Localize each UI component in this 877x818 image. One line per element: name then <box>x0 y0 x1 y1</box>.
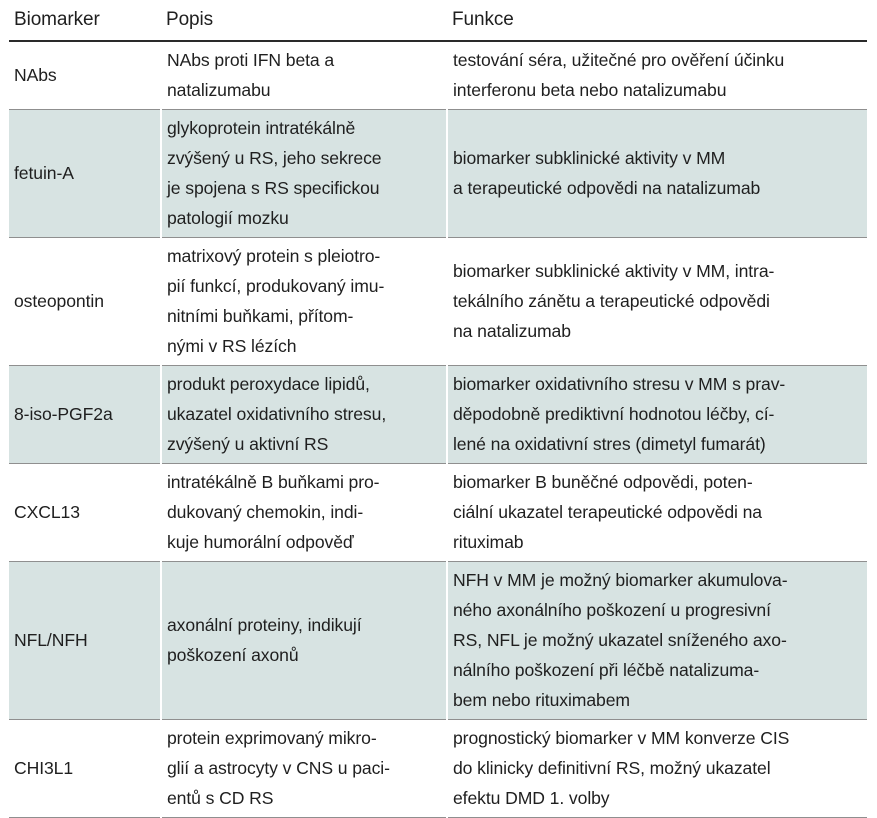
cell-popis <box>161 720 447 818</box>
cell-funkce <box>447 366 867 464</box>
funkce-line: děpodobně prediktivní hodnotou léčby, cí- <box>453 404 775 424</box>
cell-funkce <box>447 464 867 562</box>
funkce-line: RS, NFL je možný ukazatel sníženého axo- <box>453 630 787 650</box>
popis-line: intratékálně B buňkami pro- <box>167 472 380 492</box>
popis-line: protein exprimovaný mikro- <box>167 728 377 748</box>
funkce-line: na natalizumab <box>453 321 571 341</box>
cell-biomarker: osteopontin <box>9 238 161 366</box>
popis-line: natalizumabu <box>167 80 271 100</box>
funkce-line: biomarker subklinické aktivity v MM <box>453 148 726 168</box>
funkce-line: rituximab <box>453 532 524 552</box>
popis-line: nitními buňkami, přítom- <box>167 306 354 326</box>
funkce-line: ného axonálního poškození u progresivní <box>453 600 771 620</box>
table-body <box>9 41 867 818</box>
popis-line: ukazatel oxidativního stresu, <box>167 404 387 424</box>
popis-line: matrixový protein s pleiotro- <box>167 246 381 266</box>
column-header-funkce: Funkce <box>447 0 867 41</box>
table-row <box>9 720 867 818</box>
cell-biomarker: NAbs <box>9 41 161 110</box>
popis-line: poškození axonů <box>167 645 299 665</box>
table-row <box>9 110 867 238</box>
cell-popis <box>161 238 447 366</box>
cell-popis <box>161 366 447 464</box>
table-row <box>9 238 867 366</box>
popis-line: glykoprotein intratékálně <box>167 118 356 138</box>
popis-line: dukovaný chemokin, indi- <box>167 502 364 522</box>
cell-funkce <box>447 562 867 720</box>
funkce-line: biomarker B buněčné odpovědi, poten- <box>453 472 753 492</box>
funkce-line: a terapeutické odpovědi na natalizumab <box>453 178 761 198</box>
table-row <box>9 562 867 720</box>
popis-line: produkt peroxydace lipidů, <box>167 374 370 394</box>
popis-line: NAbs proti IFN beta a <box>167 50 335 70</box>
cell-biomarker: fetuin-A <box>9 110 161 238</box>
funkce-line: biomarker subklinické aktivity v MM, intra- <box>453 261 775 281</box>
cell-funkce <box>447 41 867 110</box>
funkce-line: lené na oxidativní stres (dimetyl fumarát) <box>453 434 766 454</box>
funkce-line: ciální ukazatel terapeutické odpovědi na <box>453 502 762 522</box>
cell-popis <box>161 41 447 110</box>
popis-line: axonální proteiny, indikují <box>167 615 362 635</box>
cell-biomarker: NFL/NFH <box>9 562 161 720</box>
biomarker-table-container <box>9 0 867 818</box>
cell-biomarker: 8-iso-PGF2a <box>9 366 161 464</box>
funkce-line: NFH v MM je možný biomarker akumulova- <box>453 570 788 590</box>
cell-popis <box>161 464 447 562</box>
funkce-line: biomarker oxidativního stresu v MM s prav- <box>453 374 786 394</box>
funkce-line: testování séra, užitečné pro ověření účinku <box>453 50 785 70</box>
popis-line: glií a astrocyty v CNS u paci- <box>167 758 390 778</box>
popis-line: patologií mozku <box>167 208 289 228</box>
table-row <box>9 366 867 464</box>
table-row <box>9 41 867 110</box>
popis-line: zvýšený u aktivní RS <box>167 434 329 454</box>
table-row <box>9 464 867 562</box>
funkce-line: nálního poškození při léčbě natalizuma- <box>453 660 760 680</box>
cell-popis <box>161 110 447 238</box>
funkce-line: efektu DMD 1. volby <box>453 788 610 808</box>
table-header <box>9 0 867 41</box>
popis-line: pií funkcí, produkovaný imu- <box>167 276 385 296</box>
cell-biomarker: CXCL13 <box>9 464 161 562</box>
cell-funkce <box>447 110 867 238</box>
popis-line: zvýšený u RS, jeho sekrece <box>167 148 382 168</box>
funkce-line: do klinicky definitivní RS, možný ukazatel <box>453 758 771 778</box>
funkce-line: interferonu beta nebo natalizumabu <box>453 80 727 100</box>
funkce-line: bem nebo rituximabem <box>453 690 630 710</box>
popis-line: je spojena s RS specifickou <box>167 178 380 198</box>
popis-line: nými v RS lézích <box>167 336 297 356</box>
cell-popis <box>161 562 447 720</box>
column-header-biomarker: Biomarker <box>9 0 161 41</box>
header-row <box>9 0 867 41</box>
column-header-popis: Popis <box>161 0 447 41</box>
funkce-line: tekálního zánětu a terapeutické odpovědi <box>453 291 770 311</box>
cell-funkce <box>447 238 867 366</box>
biomarker-table <box>9 0 867 818</box>
funkce-line: prognostický biomarker v MM konverze CIS <box>453 728 790 748</box>
cell-biomarker: CHI3L1 <box>9 720 161 818</box>
cell-funkce <box>447 720 867 818</box>
popis-line: kuje humorální odpověď <box>167 532 354 552</box>
popis-line: entů s CD RS <box>167 788 274 808</box>
